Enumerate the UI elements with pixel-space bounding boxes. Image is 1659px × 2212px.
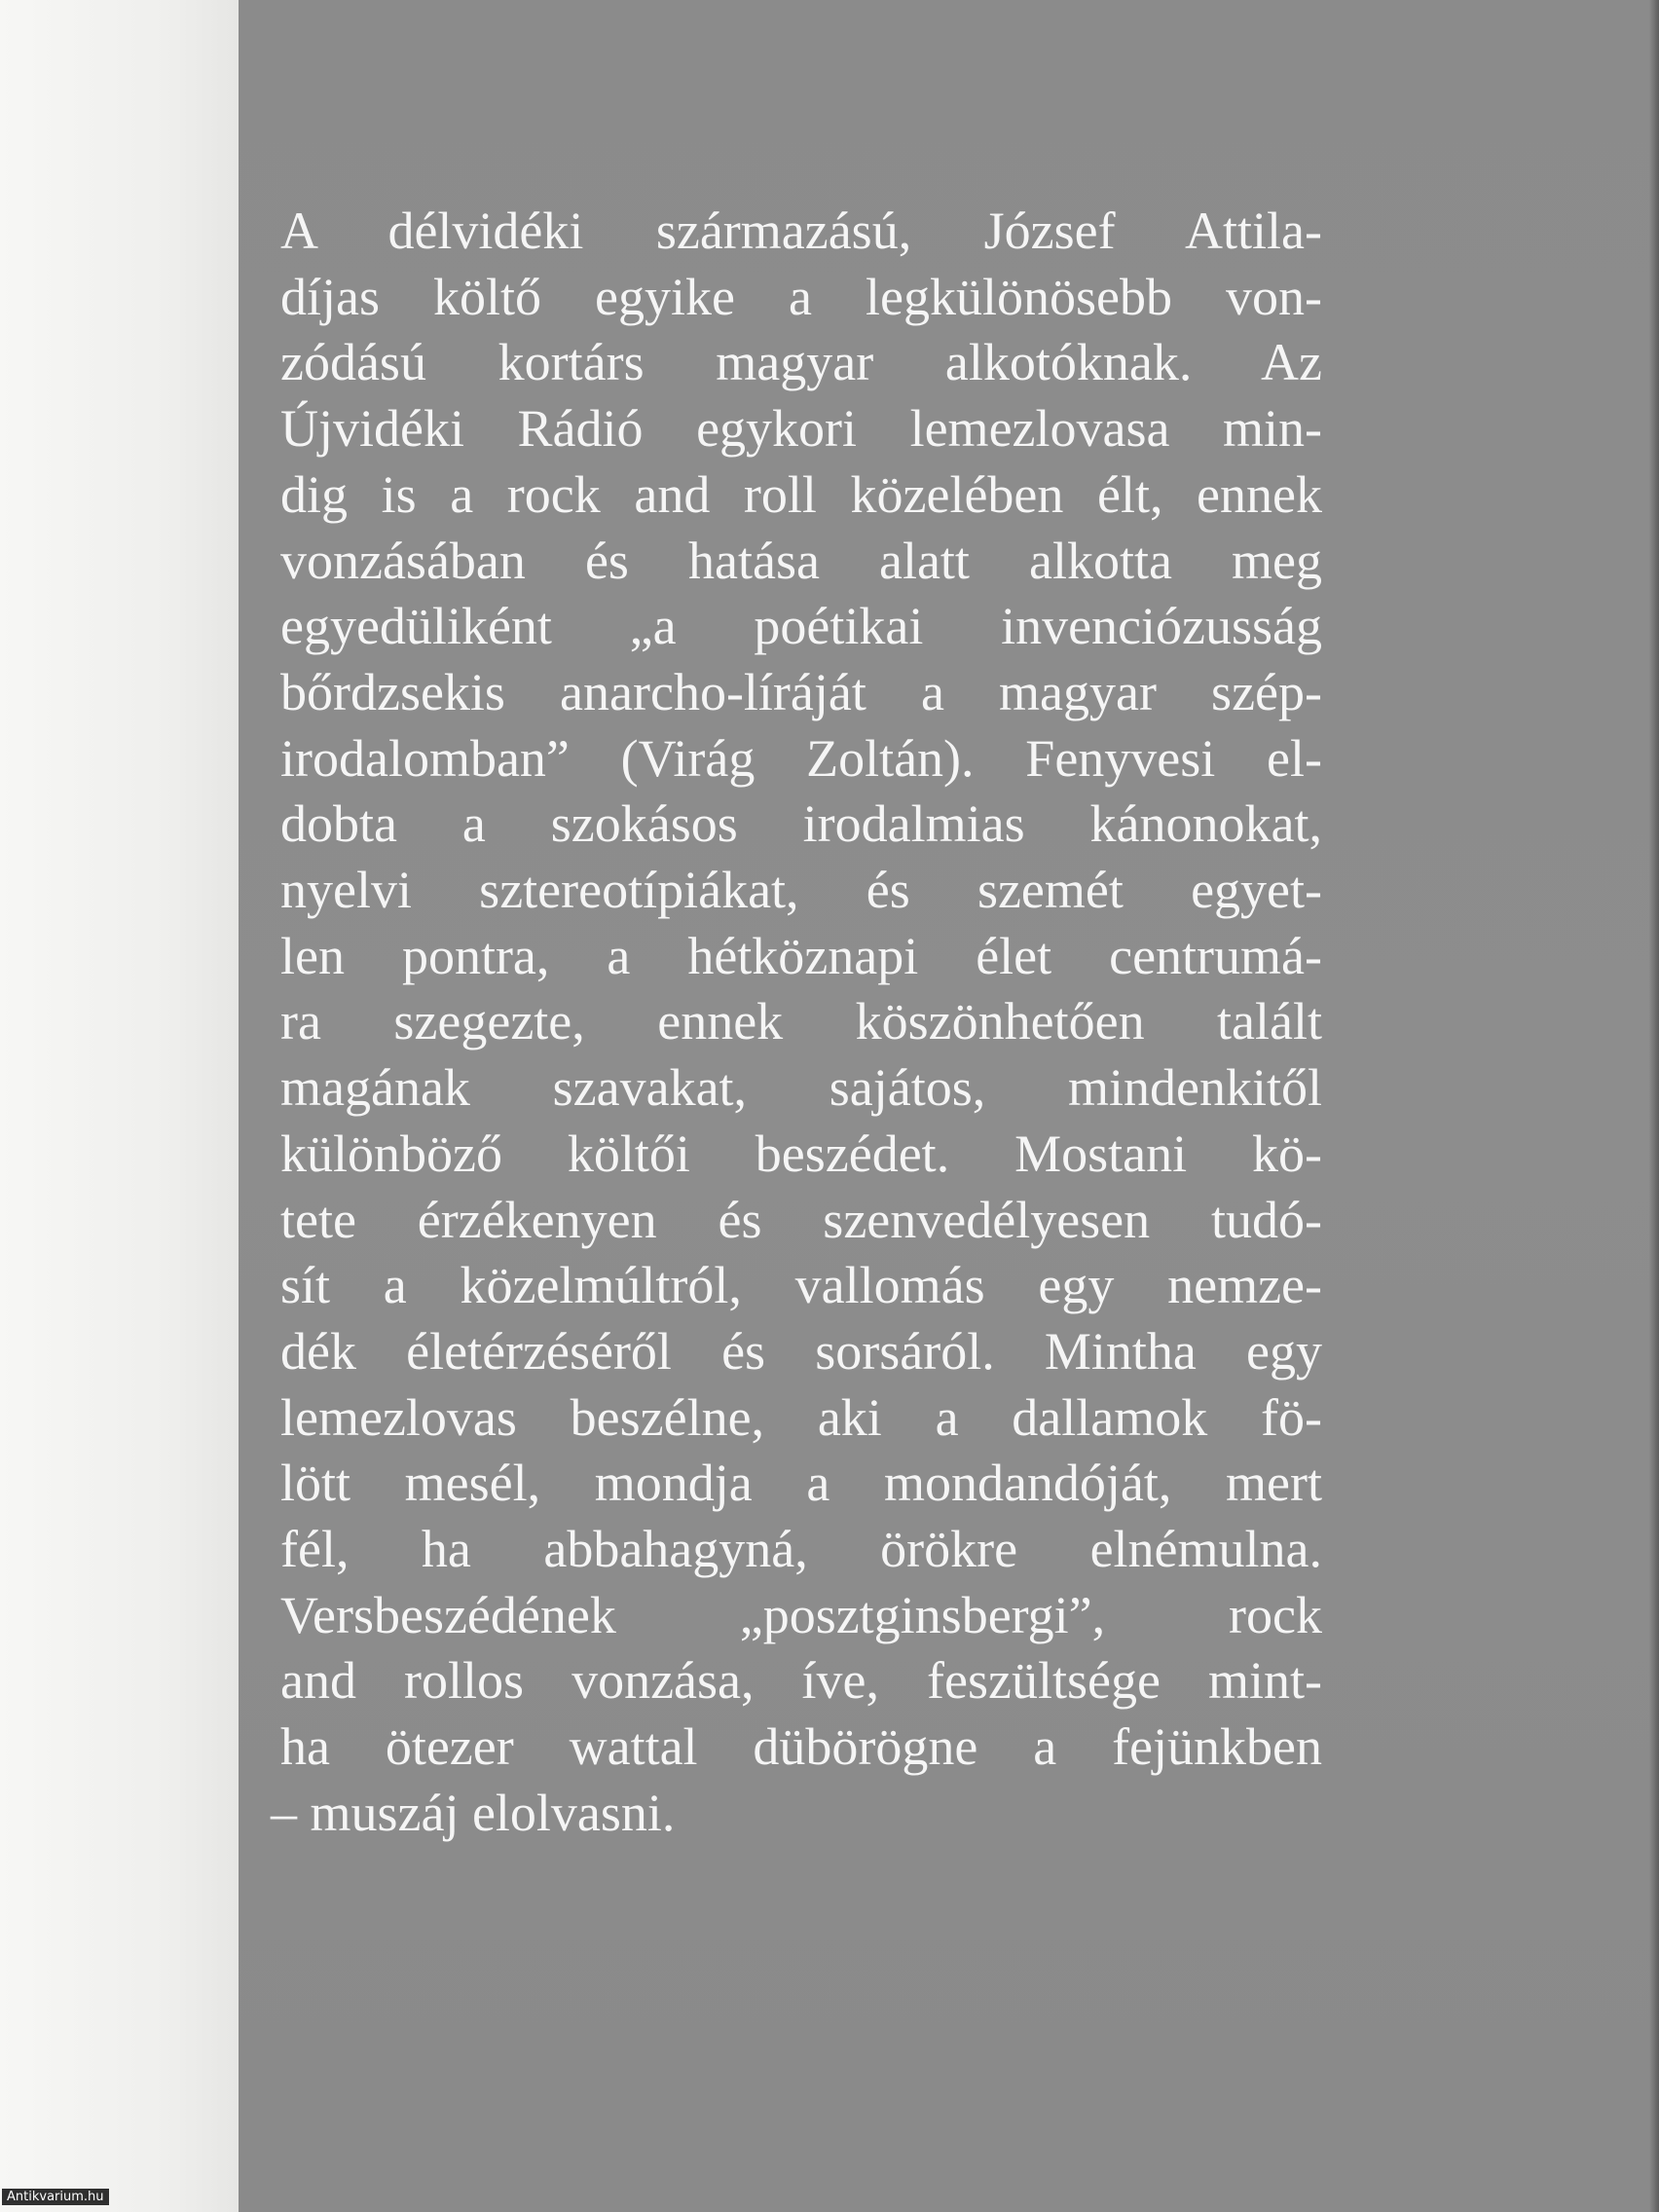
blurb-line: bőrdzsekis anarcho-líráját a magyar szép- [280, 662, 1322, 721]
blurb-line: dobta a szokásos irodalmias kánonokat, [280, 794, 1322, 854]
watermark: Antikvarium.hu [2, 2189, 109, 2205]
back-cover-blurb [271, 199, 1322, 1847]
blurb-line: Versbeszédének „posztginsbergi”, rock [280, 1585, 1322, 1644]
blurb-line: fél, ha abbahagyná, örökre elnémulna. [280, 1520, 1322, 1579]
blurb-line: A délvidéki származású, József Attila- [280, 202, 1322, 260]
blurb-line: – muszáj elolvasni. [271, 1783, 676, 1842]
blurb-line: nyelvi sztereotípiákat, és szemét egyet- [280, 861, 1322, 920]
blurb-line: zódású kortárs magyar alkotóknak. Az [280, 333, 1322, 392]
blurb-line: magának szavakat, sajátos, mindenkitől [280, 1058, 1322, 1118]
blurb-line: különböző költői beszédet. Mostani kö- [280, 1124, 1322, 1183]
blurb-line: lemezlovas beszélne, aki a dallamok fö- [280, 1387, 1322, 1447]
blurb-line: and rollos vonzása, íve, feszültsége mint- [280, 1651, 1322, 1711]
blurb-line: lött mesél, mondja a mondandóját, mert [280, 1454, 1322, 1513]
blurb-line: díjas költő egyike a legkülönösebb von- [280, 267, 1322, 326]
left-white-margin [0, 0, 239, 2212]
blurb-line: ha ötezer wattal dübörögne a fejünkben [280, 1717, 1322, 1777]
book-edge-shadow [1649, 0, 1659, 2212]
blurb-line: sít a közelmúltról, vallomás egy nemze- [280, 1256, 1322, 1315]
blurb-line: dék életérzéséről és sorsáról. Mintha egy [280, 1321, 1322, 1381]
blurb-line: vonzásában és hatása alatt alkotta meg [280, 531, 1322, 590]
blurb-line: Újvidéki Rádió egykori lemezlovasa min- [280, 399, 1322, 459]
blurb-line: len pontra, a hétköznapi élet centrumá- [280, 926, 1322, 985]
blurb-line: ra szegezte, ennek köszönhetően talált [280, 992, 1322, 1051]
blurb-line: dig is a rock and roll közelében élt, ennek [280, 464, 1322, 524]
blurb-line: irodalomban” (Virág Zoltán). Fenyvesi el- [280, 728, 1322, 788]
blurb-line: tete érzékenyen és szenvedélyesen tudó- [280, 1190, 1322, 1249]
blurb-line: egyedüliként „a poétikai invenciózusság [280, 597, 1322, 656]
